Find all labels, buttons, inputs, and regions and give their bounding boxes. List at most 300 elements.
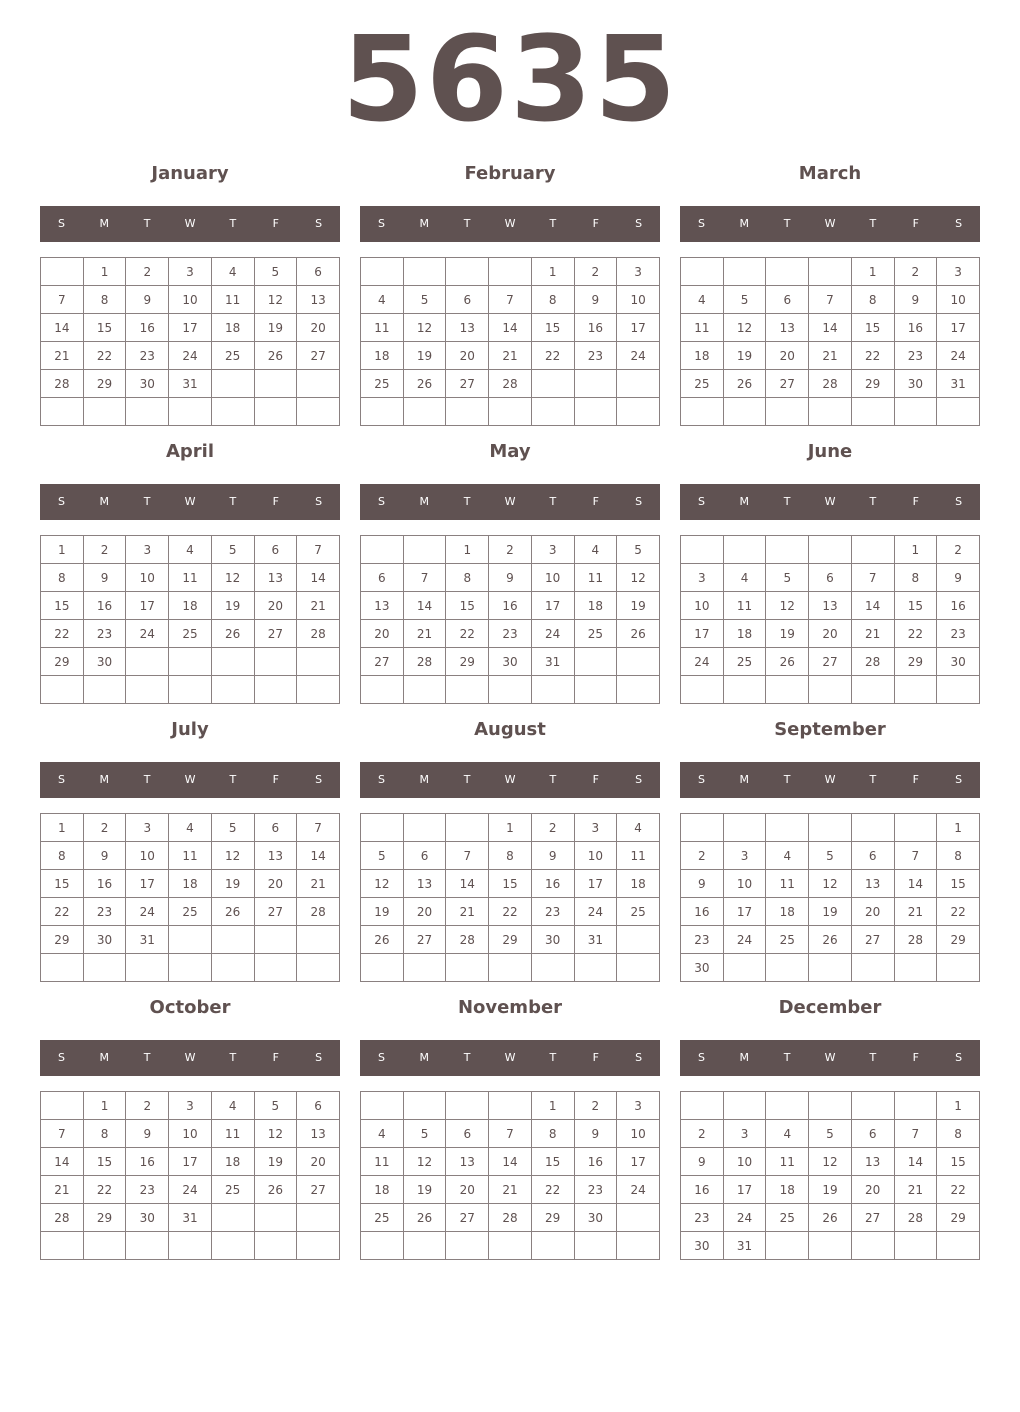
day-cell: 17 xyxy=(937,314,980,342)
day-cell: 25 xyxy=(361,1204,404,1232)
day-cell: 9 xyxy=(574,286,617,314)
empty-cell xyxy=(403,398,446,426)
day-cell: 1 xyxy=(83,1092,126,1120)
day-cell: 26 xyxy=(254,342,297,370)
day-cell: 24 xyxy=(169,1176,212,1204)
week-row xyxy=(681,564,980,592)
day-cell: 12 xyxy=(361,870,404,898)
day-cell: 12 xyxy=(403,314,446,342)
day-cell: 11 xyxy=(723,592,766,620)
day-cell: 26 xyxy=(211,620,254,648)
empty-cell xyxy=(41,258,84,286)
day-cell: 27 xyxy=(851,926,894,954)
month-name: March xyxy=(798,163,862,184)
day-cell: 10 xyxy=(169,286,212,314)
day-cell: 28 xyxy=(894,1204,937,1232)
month-name: July xyxy=(171,719,209,740)
day-cell: 6 xyxy=(297,258,340,286)
day-cell: 23 xyxy=(681,1204,724,1232)
empty-cell xyxy=(574,398,617,426)
day-cell: 22 xyxy=(489,898,532,926)
day-cell: 7 xyxy=(41,1120,84,1148)
day-cell: 22 xyxy=(41,620,84,648)
empty-cell xyxy=(937,398,980,426)
day-cell: 13 xyxy=(254,842,297,870)
empty-cell xyxy=(681,1092,724,1120)
day-cell: 26 xyxy=(361,926,404,954)
week-row xyxy=(681,926,980,954)
weekday-header xyxy=(40,206,340,242)
weekday-label: T xyxy=(463,1051,471,1064)
day-cell: 10 xyxy=(723,1148,766,1176)
week-row xyxy=(681,620,980,648)
day-cell: 17 xyxy=(531,592,574,620)
day-cell: 4 xyxy=(361,286,404,314)
day-cell: 17 xyxy=(126,592,169,620)
weekday-label: F xyxy=(272,217,279,230)
empty-cell xyxy=(211,676,254,704)
day-cell: 14 xyxy=(809,314,852,342)
week-row xyxy=(361,1120,660,1148)
day-cell: 28 xyxy=(489,1204,532,1232)
empty-cell xyxy=(894,398,937,426)
weekday-label: S xyxy=(315,1051,323,1064)
week-row xyxy=(361,676,660,704)
weekday-label: T xyxy=(869,217,877,230)
weekday-label: S xyxy=(697,217,705,230)
weekday-label: S xyxy=(697,495,705,508)
day-cell: 20 xyxy=(254,870,297,898)
day-cell: 17 xyxy=(723,1176,766,1204)
week-row xyxy=(361,286,660,314)
day-cell: 4 xyxy=(574,536,617,564)
day-cell: 21 xyxy=(41,342,84,370)
weekday-label: M xyxy=(739,217,750,230)
empty-cell xyxy=(574,1232,617,1260)
day-cell: 19 xyxy=(254,314,297,342)
month-name: May xyxy=(489,441,531,462)
day-cell: 29 xyxy=(937,1204,980,1232)
week-row xyxy=(41,536,340,564)
empty-cell xyxy=(531,676,574,704)
week-row xyxy=(41,342,340,370)
empty-cell xyxy=(681,536,724,564)
day-cell: 24 xyxy=(617,1176,660,1204)
empty-cell xyxy=(403,676,446,704)
day-cell: 19 xyxy=(403,342,446,370)
day-cell: 23 xyxy=(681,926,724,954)
day-cell: 24 xyxy=(937,342,980,370)
day-cell: 13 xyxy=(297,1120,340,1148)
day-cell: 29 xyxy=(851,370,894,398)
weekday-label: S xyxy=(697,1051,705,1064)
empty-cell xyxy=(809,1092,852,1120)
month-name: November xyxy=(457,997,563,1018)
empty-cell xyxy=(41,1092,84,1120)
day-cell: 26 xyxy=(211,898,254,926)
day-cell: 10 xyxy=(617,1120,660,1148)
weekday-header xyxy=(360,206,660,242)
day-cell: 4 xyxy=(211,1092,254,1120)
day-cell: 28 xyxy=(297,898,340,926)
empty-cell xyxy=(254,370,297,398)
empty-cell xyxy=(937,1232,980,1260)
day-cell: 26 xyxy=(723,370,766,398)
day-cell: 15 xyxy=(83,1148,126,1176)
weekday-label: S xyxy=(697,773,705,786)
day-cell: 10 xyxy=(617,286,660,314)
week-row xyxy=(681,648,980,676)
day-cell: 20 xyxy=(403,898,446,926)
day-cell: 3 xyxy=(937,258,980,286)
weekday-label: W xyxy=(184,217,196,230)
empty-cell xyxy=(361,954,404,982)
day-cell: 3 xyxy=(126,814,169,842)
week-row xyxy=(41,1148,340,1176)
day-cell: 5 xyxy=(403,1120,446,1148)
weekday-label: M xyxy=(419,1051,430,1064)
day-cell: 23 xyxy=(83,898,126,926)
day-cell: 20 xyxy=(766,342,809,370)
day-cell: 22 xyxy=(851,342,894,370)
day-cell: 17 xyxy=(126,870,169,898)
weekday-label: S xyxy=(635,1051,643,1064)
weekday-label: T xyxy=(143,217,151,230)
week-row xyxy=(681,286,980,314)
day-cell: 24 xyxy=(617,342,660,370)
weekday-header xyxy=(360,1040,660,1076)
empty-cell xyxy=(83,954,126,982)
weekday-label: W xyxy=(504,773,516,786)
day-cell: 23 xyxy=(83,620,126,648)
day-cell: 1 xyxy=(937,1092,980,1120)
empty-cell xyxy=(937,676,980,704)
day-cell: 8 xyxy=(937,842,980,870)
day-cell: 3 xyxy=(681,564,724,592)
day-cell: 15 xyxy=(41,592,84,620)
day-cell: 8 xyxy=(41,564,84,592)
day-cell: 2 xyxy=(574,258,617,286)
day-cell: 11 xyxy=(361,314,404,342)
day-cell: 14 xyxy=(297,842,340,870)
empty-cell xyxy=(617,926,660,954)
week-row xyxy=(361,870,660,898)
week-row xyxy=(361,620,660,648)
day-cell: 1 xyxy=(531,1092,574,1120)
day-cell: 24 xyxy=(681,648,724,676)
empty-cell xyxy=(531,1232,574,1260)
empty-cell xyxy=(403,258,446,286)
weekday-label: F xyxy=(592,1051,599,1064)
empty-cell xyxy=(894,676,937,704)
empty-cell xyxy=(361,398,404,426)
day-cell: 6 xyxy=(254,536,297,564)
month-name: September xyxy=(774,719,886,740)
empty-cell xyxy=(531,398,574,426)
weekday-label: S xyxy=(635,495,643,508)
empty-cell xyxy=(254,1204,297,1232)
week-row xyxy=(681,258,980,286)
week-row xyxy=(41,898,340,926)
empty-cell xyxy=(809,814,852,842)
day-cell: 3 xyxy=(574,814,617,842)
week-row xyxy=(41,1092,340,1120)
day-cell: 31 xyxy=(126,926,169,954)
week-row xyxy=(681,342,980,370)
day-cell: 12 xyxy=(254,286,297,314)
day-cell: 30 xyxy=(681,1232,724,1260)
day-cell: 15 xyxy=(489,870,532,898)
day-cell: 12 xyxy=(809,1148,852,1176)
day-cell: 29 xyxy=(489,926,532,954)
day-cell: 25 xyxy=(574,620,617,648)
day-cell: 10 xyxy=(126,564,169,592)
day-cell: 9 xyxy=(83,564,126,592)
empty-cell xyxy=(83,1232,126,1260)
week-row xyxy=(361,842,660,870)
empty-cell xyxy=(489,676,532,704)
empty-cell xyxy=(681,398,724,426)
empty-cell xyxy=(403,814,446,842)
week-row xyxy=(361,564,660,592)
day-cell: 31 xyxy=(169,370,212,398)
empty-cell xyxy=(766,1232,809,1260)
day-cell: 14 xyxy=(446,870,489,898)
day-cell: 30 xyxy=(937,648,980,676)
day-cell: 7 xyxy=(894,842,937,870)
empty-cell xyxy=(361,1092,404,1120)
day-cell: 19 xyxy=(766,620,809,648)
week-row xyxy=(361,814,660,842)
weekday-label: S xyxy=(57,773,65,786)
empty-cell xyxy=(403,536,446,564)
weekday-label: F xyxy=(272,495,279,508)
empty-cell xyxy=(254,648,297,676)
day-cell: 29 xyxy=(937,926,980,954)
day-cell: 29 xyxy=(894,648,937,676)
week-row xyxy=(41,370,340,398)
week-row xyxy=(361,592,660,620)
weekday-label: T xyxy=(549,1051,557,1064)
empty-cell xyxy=(489,398,532,426)
day-cell: 11 xyxy=(574,564,617,592)
empty-cell xyxy=(361,676,404,704)
weekday-label: F xyxy=(912,495,919,508)
day-grid xyxy=(40,535,340,704)
day-cell: 17 xyxy=(617,314,660,342)
day-cell: 31 xyxy=(531,648,574,676)
week-row xyxy=(41,926,340,954)
day-cell: 18 xyxy=(617,870,660,898)
day-cell: 4 xyxy=(211,258,254,286)
day-cell: 9 xyxy=(937,564,980,592)
day-cell: 30 xyxy=(894,370,937,398)
day-cell: 15 xyxy=(851,314,894,342)
week-row xyxy=(361,314,660,342)
empty-cell xyxy=(211,648,254,676)
day-cell: 14 xyxy=(894,870,937,898)
day-cell: 28 xyxy=(851,648,894,676)
weekday-label: T xyxy=(869,1051,877,1064)
day-cell: 27 xyxy=(851,1204,894,1232)
weekday-label: S xyxy=(57,1051,65,1064)
empty-cell xyxy=(361,258,404,286)
week-row xyxy=(681,1092,980,1120)
empty-cell xyxy=(681,814,724,842)
day-cell: 23 xyxy=(937,620,980,648)
day-cell: 23 xyxy=(126,1176,169,1204)
day-cell: 30 xyxy=(126,1204,169,1232)
day-cell: 16 xyxy=(574,1148,617,1176)
weekday-label: S xyxy=(955,495,963,508)
day-cell: 1 xyxy=(894,536,937,564)
day-cell: 1 xyxy=(446,536,489,564)
empty-cell xyxy=(617,370,660,398)
weekday-label: T xyxy=(229,495,237,508)
weekday-label: F xyxy=(272,773,279,786)
day-cell: 30 xyxy=(531,926,574,954)
day-cell: 6 xyxy=(361,564,404,592)
weekday-label: S xyxy=(377,217,385,230)
empty-cell xyxy=(126,954,169,982)
day-cell: 8 xyxy=(937,1120,980,1148)
day-cell: 18 xyxy=(766,1176,809,1204)
day-cell: 24 xyxy=(574,898,617,926)
day-cell: 1 xyxy=(41,536,84,564)
day-cell: 22 xyxy=(446,620,489,648)
week-row xyxy=(681,1176,980,1204)
day-cell: 21 xyxy=(809,342,852,370)
day-cell: 8 xyxy=(83,1120,126,1148)
day-cell: 7 xyxy=(489,286,532,314)
empty-cell xyxy=(809,1232,852,1260)
empty-cell xyxy=(41,676,84,704)
weekday-label: W xyxy=(504,495,516,508)
day-cell: 13 xyxy=(361,592,404,620)
week-row xyxy=(361,1232,660,1260)
day-cell: 16 xyxy=(894,314,937,342)
week-row xyxy=(681,536,980,564)
week-row xyxy=(41,676,340,704)
day-cell: 20 xyxy=(809,620,852,648)
day-cell: 14 xyxy=(403,592,446,620)
day-cell: 29 xyxy=(41,926,84,954)
day-cell: 15 xyxy=(83,314,126,342)
day-cell: 28 xyxy=(446,926,489,954)
day-cell: 2 xyxy=(489,536,532,564)
day-cell: 27 xyxy=(446,1204,489,1232)
day-cell: 11 xyxy=(361,1148,404,1176)
weekday-label: F xyxy=(912,217,919,230)
day-cell: 5 xyxy=(254,258,297,286)
empty-cell xyxy=(489,954,532,982)
day-cell: 19 xyxy=(723,342,766,370)
empty-cell xyxy=(361,536,404,564)
day-cell: 30 xyxy=(574,1204,617,1232)
day-grid xyxy=(680,257,980,426)
empty-cell xyxy=(617,648,660,676)
day-cell: 2 xyxy=(574,1092,617,1120)
week-row xyxy=(41,814,340,842)
day-cell: 21 xyxy=(297,592,340,620)
week-row xyxy=(361,1176,660,1204)
weekday-label: T xyxy=(783,495,791,508)
week-row xyxy=(41,1120,340,1148)
weekday-label: W xyxy=(824,217,836,230)
day-grid xyxy=(40,1091,340,1260)
day-cell: 11 xyxy=(169,842,212,870)
empty-cell xyxy=(574,676,617,704)
day-cell: 10 xyxy=(681,592,724,620)
weekday-label: S xyxy=(315,495,323,508)
week-row xyxy=(41,842,340,870)
day-cell: 23 xyxy=(574,1176,617,1204)
week-row xyxy=(681,592,980,620)
day-cell: 21 xyxy=(403,620,446,648)
empty-cell xyxy=(211,954,254,982)
empty-cell xyxy=(723,258,766,286)
day-cell: 3 xyxy=(723,842,766,870)
week-row xyxy=(361,648,660,676)
day-cell: 10 xyxy=(531,564,574,592)
empty-cell xyxy=(894,1092,937,1120)
day-cell: 22 xyxy=(83,1176,126,1204)
weekday-label: S xyxy=(635,773,643,786)
day-cell: 13 xyxy=(403,870,446,898)
empty-cell xyxy=(297,1232,340,1260)
empty-cell xyxy=(169,648,212,676)
empty-cell xyxy=(297,370,340,398)
day-cell: 26 xyxy=(809,1204,852,1232)
weekday-label: M xyxy=(99,773,110,786)
week-row xyxy=(681,954,980,982)
empty-cell xyxy=(723,676,766,704)
day-cell: 28 xyxy=(403,648,446,676)
week-row xyxy=(681,814,980,842)
empty-cell xyxy=(169,1232,212,1260)
day-cell: 16 xyxy=(83,592,126,620)
empty-cell xyxy=(766,258,809,286)
day-cell: 27 xyxy=(766,370,809,398)
day-cell: 12 xyxy=(723,314,766,342)
day-cell: 23 xyxy=(894,342,937,370)
week-row xyxy=(361,1148,660,1176)
day-cell: 18 xyxy=(574,592,617,620)
day-cell: 13 xyxy=(297,286,340,314)
weekday-label: T xyxy=(869,773,877,786)
day-grid xyxy=(680,1091,980,1260)
day-cell: 29 xyxy=(446,648,489,676)
day-cell: 8 xyxy=(894,564,937,592)
day-cell: 17 xyxy=(617,1148,660,1176)
day-cell: 21 xyxy=(41,1176,84,1204)
empty-cell xyxy=(126,1232,169,1260)
day-cell: 13 xyxy=(809,592,852,620)
empty-cell xyxy=(254,954,297,982)
day-cell: 14 xyxy=(41,1148,84,1176)
empty-cell xyxy=(574,370,617,398)
empty-cell xyxy=(723,814,766,842)
day-cell: 28 xyxy=(489,370,532,398)
weekday-label: W xyxy=(824,495,836,508)
day-cell: 16 xyxy=(489,592,532,620)
weekday-label: M xyxy=(419,773,430,786)
weekday-label: W xyxy=(184,773,196,786)
week-row xyxy=(41,648,340,676)
weekday-header xyxy=(40,484,340,520)
empty-cell xyxy=(297,398,340,426)
day-cell: 12 xyxy=(211,842,254,870)
